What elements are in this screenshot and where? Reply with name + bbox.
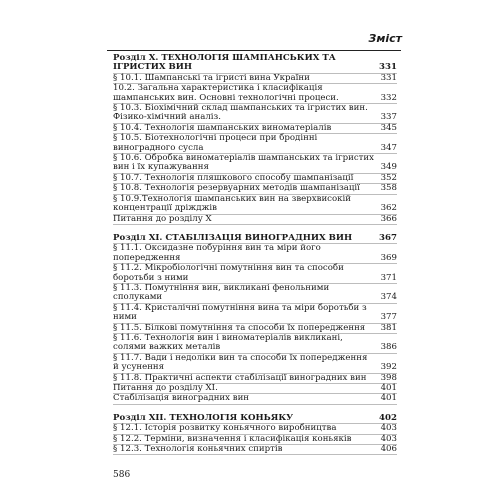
section-heading-page: 402: [379, 412, 397, 423]
toc-entry-page: 392: [380, 362, 397, 373]
toc-entry-text: § 10.5. Біотехнологічні процеси при бродінні виноградного сусла: [113, 133, 318, 153]
toc-entry-text: § 10.6. Обробка виноматеріалів шампанських та ігристих вин і їх купажування: [113, 153, 374, 173]
toc-entry: [113, 264, 397, 284]
toc-entry-text: Питання до розділу X: [113, 213, 212, 224]
toc-section-heading: [113, 54, 397, 74]
toc-entry-page: 386: [380, 342, 397, 353]
toc-entry: [113, 104, 397, 124]
toc-entry-page: 406: [380, 444, 397, 455]
toc-entry-page: 377: [380, 312, 397, 323]
toc-entry: [113, 394, 397, 404]
toc-entry-page: 337: [380, 112, 397, 123]
toc-entry: [113, 354, 397, 374]
toc-entry-text: § 11.4. Кристалічні помутніння вина та міри боротьби з ними: [113, 302, 367, 323]
toc-entry-page: 401: [380, 383, 397, 393]
toc-entry: [113, 284, 397, 304]
toc-entry-page: 403: [380, 433, 397, 444]
table-of-contents: [113, 54, 397, 455]
toc-entry-page: 358: [380, 183, 397, 194]
toc-entry: [113, 215, 397, 225]
toc-entry-page: 331: [380, 72, 397, 83]
toc-entry-text: § 11.5. Білкові помутніння та способи їх попередження: [113, 322, 366, 333]
toc-entry-text: § 10.9.Технологія шампанських вин на зверхвисокій концентрації дріжджів: [113, 193, 352, 214]
toc-entry-text: Питання до розділу XI.: [113, 383, 218, 393]
toc-entry-text: § 12.3. Технологія коньячних спиртів: [113, 444, 283, 455]
toc-entry-page: 381: [380, 322, 397, 333]
toc-entry: [113, 445, 397, 455]
running-header-title: Зміст: [368, 32, 402, 45]
toc-entry-text: § 11.2. Мікробіологічні помутніння вин та способи боротьби з ними: [113, 263, 344, 283]
toc-entry-page: 371: [380, 272, 397, 283]
section-heading-text: Розділ XII. ТЕХНОЛОГІЯ КОНЬЯКУ: [113, 412, 294, 423]
toc-entry-page: 345: [380, 122, 397, 133]
toc-entry: [113, 84, 397, 104]
toc-entry-text: Стабілізація виноградних вин: [113, 393, 250, 404]
toc-entry-page: 362: [380, 203, 397, 214]
toc-entry-text: 10.2. Загальна характеристика і класифікація шампанських вин. Основні технологічні процеси.: [113, 83, 339, 103]
toc-entry-text: § 10.1. Шампанські та ігристі вина України: [113, 72, 310, 83]
toc-section: [113, 234, 397, 405]
toc-entry: [113, 304, 397, 324]
toc-entry-text: § 12.2. Терміни, визначення і класифікація коньяків: [113, 433, 352, 444]
toc-entry-text: § 10.8. Технологія резервуарних методів шампанізації: [113, 183, 360, 194]
section-heading-page: 331: [379, 62, 397, 73]
toc-entry: [113, 244, 397, 264]
toc-entry-page: 347: [380, 142, 397, 153]
toc-entry-page: 366: [380, 213, 397, 224]
toc-entry-page: 369: [380, 252, 397, 263]
toc-entry: [113, 154, 397, 174]
toc-entry-page: 349: [380, 162, 397, 173]
header-rule: [107, 50, 401, 51]
toc-entry-text: § 10.4. Технологія шампанських виноматеріалів: [113, 122, 332, 133]
toc-entry-text: § 11.7. Вади і недоліки вин та способи їх попередження й усунення: [113, 352, 368, 373]
toc-entry-page: 403: [380, 423, 397, 434]
page-number: 586: [113, 470, 131, 480]
toc-entry: [113, 334, 397, 354]
toc-entry-page: 352: [380, 172, 397, 183]
toc-section: [113, 54, 397, 225]
toc-section: [113, 414, 397, 456]
toc-entry-page: 398: [380, 372, 397, 383]
section-heading-page: 367: [379, 232, 397, 243]
toc-entry: [113, 134, 397, 154]
toc-entry-text: § 11.8. Практичні аспекти стабілізації виноградних вин: [113, 372, 367, 383]
toc-entry-page: 401: [380, 393, 397, 404]
section-heading-text: Розділ XI. СТАБІЛІЗАЦІЯ ВИНОГРАДНИХ ВИН: [113, 232, 353, 243]
toc-entry-text: § 10.3. Біохімічний склад шампанських та ігристих вин. Фізико-хімічний аналіз.: [113, 103, 368, 123]
toc-entry: [113, 195, 397, 215]
section-heading-text: Розділ X. ТЕХНОЛОГІЯ ШАМПАНСЬКИХ ТА ІГРИСТИХ ВИН: [113, 53, 336, 73]
toc-entry-text: § 11.3. Помутніння вин, викликані фенольними сполуками: [113, 282, 330, 303]
toc-entry-text: § 12.1. Історія розвитку коньячного виробництва: [113, 423, 337, 434]
toc-entry-text: § 10.7. Технологія пляшкового способу шампанізації: [113, 172, 354, 183]
toc-entry-text: § 11.6. Технологія вин і виноматеріалів викликані, солями важких металів: [113, 332, 343, 353]
toc-entry-page: 374: [380, 292, 397, 303]
toc-entry-text: § 11.1. Оксидазне побуріння вин та міри його попередження: [113, 243, 321, 263]
toc-entry-page: 332: [380, 92, 397, 103]
